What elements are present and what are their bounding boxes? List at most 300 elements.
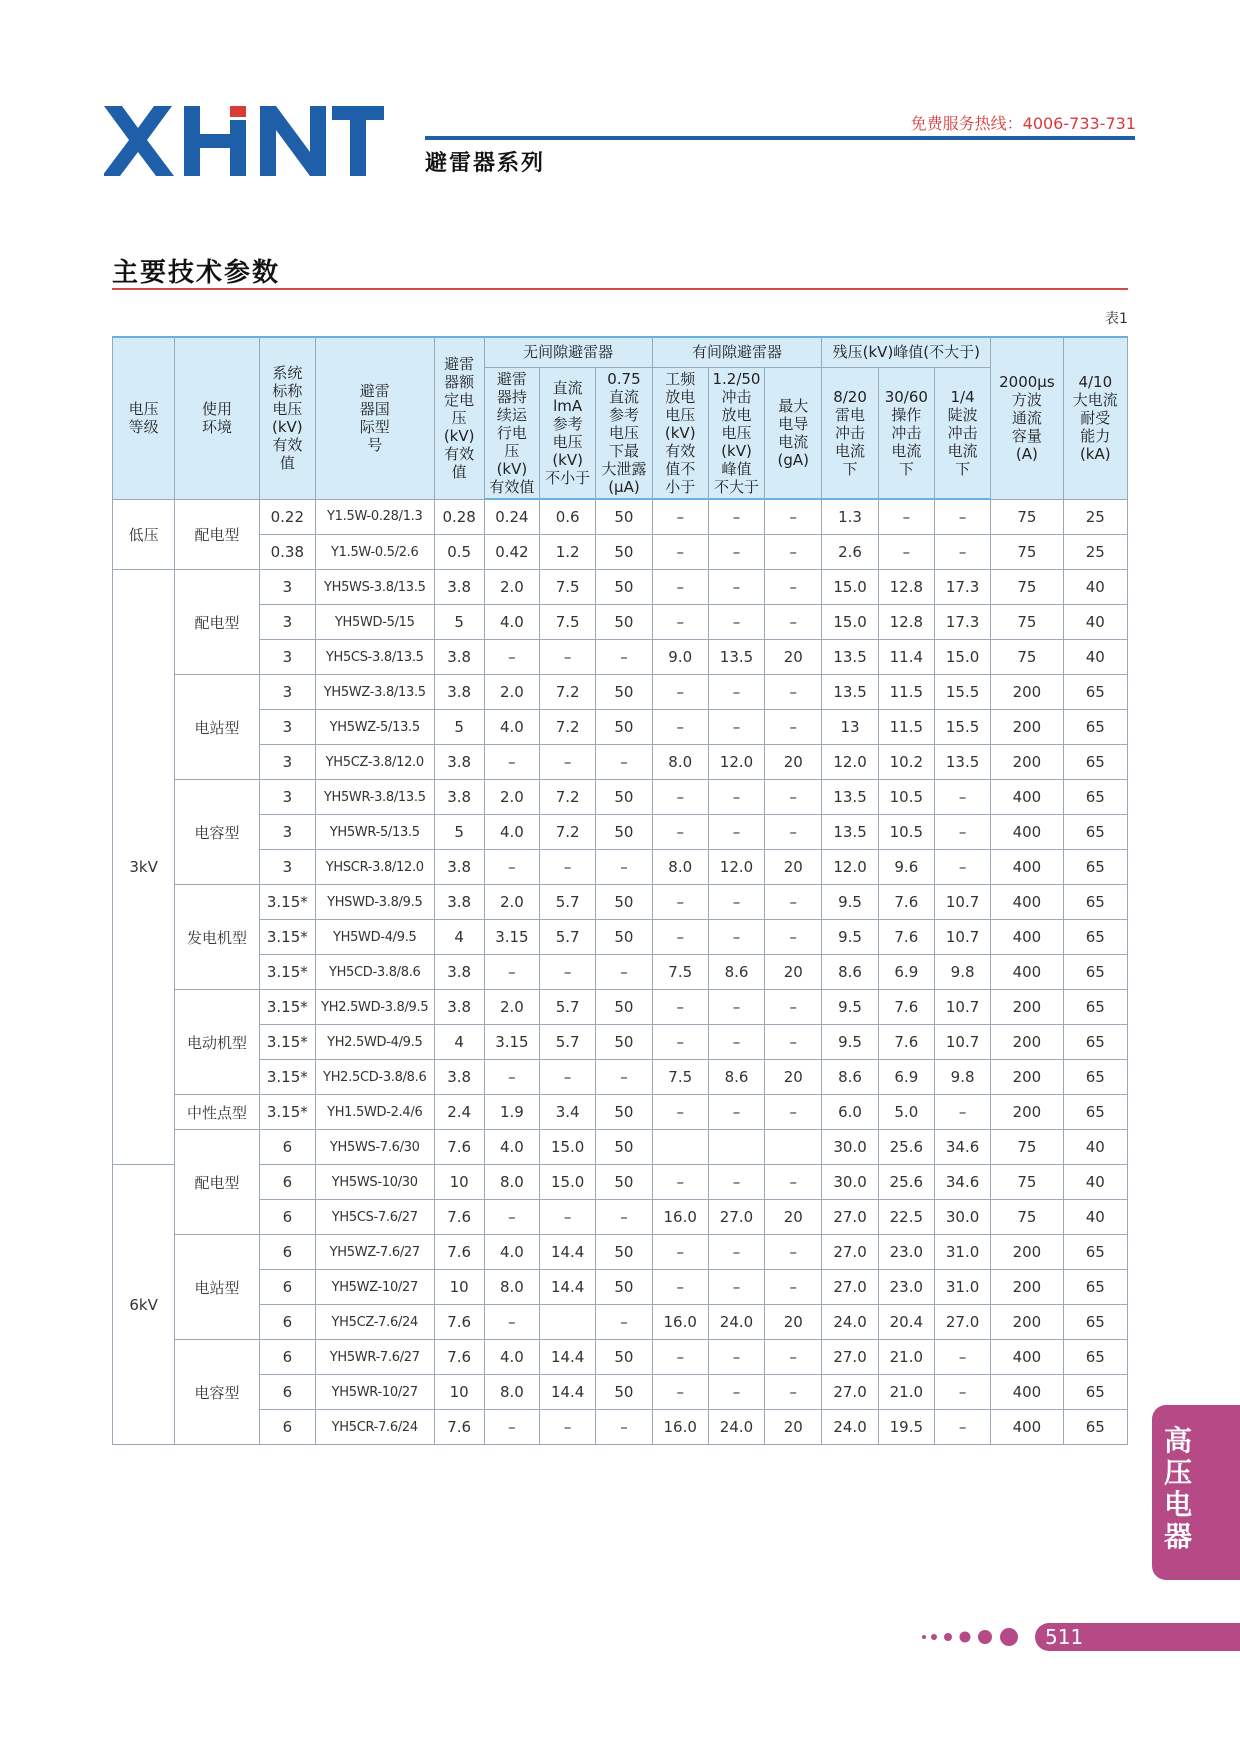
table-cell: – — [652, 780, 708, 815]
model-cell: YH5CD-3.8/8.6 — [315, 955, 434, 990]
table-cell: 16.0 — [652, 1200, 708, 1235]
table-cell: 10.2 — [878, 745, 934, 780]
table-cell: 6 — [259, 1340, 315, 1375]
table-cell: 14.4 — [540, 1340, 596, 1375]
table-cell: 6.0 — [822, 1095, 878, 1130]
table-cell: 400 — [991, 920, 1063, 955]
table-cell: – — [765, 1340, 822, 1375]
table-cell: 4 — [434, 1025, 484, 1060]
table-cell: – — [540, 1060, 596, 1095]
table-cell: – — [652, 710, 708, 745]
table-cell: 3.15* — [259, 1025, 315, 1060]
table-cell: 65 — [1063, 1270, 1127, 1305]
table-cell — [540, 1305, 596, 1340]
table-cell: – — [484, 1410, 539, 1445]
table-cell: – — [708, 920, 764, 955]
table-cell: – — [708, 675, 764, 710]
table-cell: 0.28 — [434, 499, 484, 535]
table-row — [113, 850, 1128, 885]
table-cell: 13.5 — [822, 640, 878, 675]
table-cell: – — [708, 499, 764, 535]
table-cell: 20 — [765, 1305, 822, 1340]
table-cell: 14.4 — [540, 1270, 596, 1305]
table-cell: 4.0 — [484, 605, 539, 640]
model-cell: YH5WZ-7.6/27 — [315, 1235, 434, 1270]
table-cell: 21.0 — [878, 1340, 934, 1375]
table-cell: 5.7 — [540, 1025, 596, 1060]
table-cell: 6 — [259, 1200, 315, 1235]
model-cell: YH5WR-3.8/13.5 — [315, 780, 434, 815]
table-row — [113, 1305, 1128, 1340]
table-cell: 75 — [991, 640, 1063, 675]
table-cell: – — [484, 1060, 539, 1095]
table-cell: 6 — [259, 1130, 315, 1165]
table-cell: – — [708, 815, 764, 850]
column-header: 系统 标称 电压 (kV) 有效 值 — [259, 337, 315, 499]
table-cell: 3 — [259, 745, 315, 780]
voltage-level-cell: 低压 — [113, 499, 175, 570]
table-cell: 14.4 — [540, 1235, 596, 1270]
table-cell: 50 — [596, 885, 652, 920]
table-cell: 12.0 — [822, 745, 878, 780]
table-cell: 15.0 — [540, 1130, 596, 1165]
table-cell: 23.0 — [878, 1235, 934, 1270]
table-cell: 3 — [259, 640, 315, 675]
table-cell: – — [484, 955, 539, 990]
table-row — [113, 780, 1128, 815]
table-cell: 8.0 — [652, 745, 708, 780]
table-cell: – — [765, 920, 822, 955]
table-cell: 15.5 — [934, 710, 990, 745]
environment-cell: 电容型 — [175, 1340, 259, 1445]
table-cell: 8.6 — [822, 1060, 878, 1095]
column-header: 直流 lmA 参考 电压 (kV) 不小于 — [540, 367, 596, 499]
table-cell: 65 — [1063, 885, 1127, 920]
table-cell: – — [708, 1025, 764, 1060]
table-cell: 0.42 — [484, 535, 539, 570]
table-cell: – — [652, 499, 708, 535]
table-cell: 9.8 — [934, 1060, 990, 1095]
table-cell: – — [765, 499, 822, 535]
table-cell: 1.9 — [484, 1095, 539, 1130]
table-cell: 10.5 — [878, 815, 934, 850]
table-cell: 7.6 — [434, 1235, 484, 1270]
table-cell: 6.9 — [878, 1060, 934, 1095]
table-cell: 65 — [1063, 955, 1127, 990]
table-cell: 9.6 — [878, 850, 934, 885]
table-cell: 31.0 — [934, 1235, 990, 1270]
table-cell: 9.5 — [822, 990, 878, 1025]
table-cell: – — [652, 1270, 708, 1305]
table-cell: 50 — [596, 1025, 652, 1060]
table-cell: 20 — [765, 1060, 822, 1095]
section-title: 主要技术参数 — [112, 258, 281, 288]
table-cell: 27.0 — [822, 1200, 878, 1235]
table-cell: 5 — [434, 710, 484, 745]
table-cell: 50 — [596, 1340, 652, 1375]
table-cell: 200 — [991, 1025, 1063, 1060]
table-cell: 2.0 — [484, 675, 539, 710]
table-cell: – — [596, 640, 652, 675]
table-cell: 75 — [991, 499, 1063, 535]
table-row — [113, 955, 1128, 990]
table-cell: 65 — [1063, 780, 1127, 815]
table-cell: 400 — [991, 955, 1063, 990]
table-cell: 50 — [596, 1270, 652, 1305]
table-cell: – — [765, 570, 822, 605]
table-cell: – — [708, 1095, 764, 1130]
table-cell: – — [484, 745, 539, 780]
table-cell: – — [765, 990, 822, 1025]
table-cell: 7.2 — [540, 675, 596, 710]
table-cell: – — [652, 815, 708, 850]
model-cell: YH5WD-4/9.5 — [315, 920, 434, 955]
table-cell: 3.15* — [259, 920, 315, 955]
table-cell: – — [652, 675, 708, 710]
column-header: 最大 电导 电流 (gA) — [765, 367, 822, 499]
table-cell: 16.0 — [652, 1305, 708, 1340]
table-cell: 12.8 — [878, 605, 934, 640]
table-cell: 200 — [991, 1235, 1063, 1270]
table-cell: 7.5 — [540, 570, 596, 605]
column-header: 避雷 器国 际型 号 — [315, 337, 434, 499]
model-cell: YH5WZ-10/27 — [315, 1270, 434, 1305]
model-cell: YH2.5CD-3.8/8.6 — [315, 1060, 434, 1095]
table-cell: – — [596, 850, 652, 885]
table-cell: 3.8 — [434, 570, 484, 605]
table-cell: 9.5 — [822, 920, 878, 955]
table-cell: 7.6 — [434, 1130, 484, 1165]
model-cell: YH5CR-7.6/24 — [315, 1410, 434, 1445]
table-row — [113, 815, 1128, 850]
table-row — [113, 1375, 1128, 1410]
table-cell: 7.6 — [878, 1025, 934, 1060]
table-row — [113, 570, 1128, 605]
table-row — [113, 605, 1128, 640]
table-cell: 4.0 — [484, 1340, 539, 1375]
table-cell: 7.5 — [652, 955, 708, 990]
table-cell: 8.0 — [484, 1270, 539, 1305]
group-header-gapped: 有间隙避雷器 — [652, 337, 822, 367]
table-cell: 200 — [991, 1095, 1063, 1130]
column-header: 1.2/50 冲击 放电 电压 (kV) 峰值 不大于 — [708, 367, 764, 499]
table-cell: – — [708, 885, 764, 920]
table-cell: 75 — [991, 570, 1063, 605]
table-cell: – — [540, 955, 596, 990]
table-cell: 20 — [765, 1200, 822, 1235]
table-header — [113, 337, 1128, 499]
table-cell: 4.0 — [484, 1235, 539, 1270]
table-cell: 5 — [434, 605, 484, 640]
table-row — [113, 1235, 1128, 1270]
table-cell: 40 — [1063, 605, 1127, 640]
table-row — [113, 1165, 1128, 1200]
table-cell: – — [708, 605, 764, 640]
environment-cell: 发电机型 — [175, 885, 259, 990]
model-cell: YH5WR-7.6/27 — [315, 1340, 434, 1375]
column-header: 2000μs 方波 通流 容量 (A) — [991, 337, 1063, 499]
table-cell: 8.6 — [822, 955, 878, 990]
table-cell: 40 — [1063, 640, 1127, 675]
table-cell: – — [596, 1410, 652, 1445]
table-cell: 25.6 — [878, 1165, 934, 1200]
table-cell: 7.2 — [540, 815, 596, 850]
table-cell: 3.8 — [434, 640, 484, 675]
table-cell: 3.15* — [259, 1095, 315, 1130]
table-cell: 2.6 — [822, 535, 878, 570]
table-cell: 5 — [434, 815, 484, 850]
table-cell: 200 — [991, 675, 1063, 710]
table-cell: – — [934, 535, 990, 570]
table-cell: 75 — [991, 1130, 1063, 1165]
table-cell: 10.5 — [878, 780, 934, 815]
table-cell: – — [540, 640, 596, 675]
table-cell: 40 — [1063, 1200, 1127, 1235]
column-header: 0.75 直流 参考 电压 下最 大泄露 (μA) — [596, 367, 652, 499]
page-dots-decoration — [920, 1625, 1030, 1649]
table-cell: 7.6 — [434, 1410, 484, 1445]
environment-cell: 电站型 — [175, 1235, 259, 1340]
group-header-gapless: 无间隙避雷器 — [484, 337, 652, 367]
table-cell: 200 — [991, 1305, 1063, 1340]
table-cell: 50 — [596, 710, 652, 745]
table-cell: 65 — [1063, 1235, 1127, 1270]
table-cell: – — [652, 570, 708, 605]
table-cell: 3.15* — [259, 1060, 315, 1095]
table-cell: – — [652, 1340, 708, 1375]
table-cell: 50 — [596, 675, 652, 710]
table-cell: 7.5 — [540, 605, 596, 640]
table-cell: 400 — [991, 850, 1063, 885]
table-cell: 20 — [765, 1410, 822, 1445]
model-cell: YH5WR-10/27 — [315, 1375, 434, 1410]
model-cell: YH5CZ-7.6/24 — [315, 1305, 434, 1340]
model-cell: YH5WZ-5/13.5 — [315, 710, 434, 745]
table-cell: – — [934, 815, 990, 850]
table-cell: 0.24 — [484, 499, 539, 535]
table-cell: 75 — [991, 1200, 1063, 1235]
table-cell: 15.0 — [934, 640, 990, 675]
table-cell: 40 — [1063, 1130, 1127, 1165]
column-header: 1/4 陡波 冲击 电流 下 — [934, 367, 990, 499]
table-cell: 2.0 — [484, 570, 539, 605]
table-cell: 1.3 — [822, 499, 878, 535]
table-cell: 4.0 — [484, 710, 539, 745]
table-cell: 4 — [434, 920, 484, 955]
table-cell: – — [484, 1305, 539, 1340]
model-cell: YH2.5WD-3.8/9.5 — [315, 990, 434, 1025]
table-cell: – — [708, 1375, 764, 1410]
table-cell: 50 — [596, 499, 652, 535]
table-cell: 27.0 — [822, 1235, 878, 1270]
table-cell: 13 — [822, 710, 878, 745]
column-header: 使用 环境 — [175, 337, 259, 499]
table-cell: – — [934, 1340, 990, 1375]
table-cell: 3.4 — [540, 1095, 596, 1130]
table-cell: 50 — [596, 1375, 652, 1410]
table-cell: – — [708, 535, 764, 570]
table-cell: 3.8 — [434, 850, 484, 885]
table-cell: 24.0 — [708, 1410, 764, 1445]
table-row — [113, 675, 1128, 710]
table-cell: 24.0 — [822, 1410, 878, 1445]
table-cell: 65 — [1063, 1025, 1127, 1060]
table-cell: 17.3 — [934, 605, 990, 640]
table-cell: – — [878, 499, 934, 535]
table-cell: 400 — [991, 1340, 1063, 1375]
table-cell: 7.6 — [878, 920, 934, 955]
table-cell: 3.8 — [434, 780, 484, 815]
table-cell: 10.7 — [934, 1025, 990, 1060]
table-cell: 65 — [1063, 1340, 1127, 1375]
table-cell: 65 — [1063, 675, 1127, 710]
table-cell: 3.15* — [259, 990, 315, 1025]
table-cell: 40 — [1063, 570, 1127, 605]
table-cell — [708, 1130, 764, 1165]
column-header: 8/20 雷电 冲击 电流 下 — [822, 367, 878, 499]
table-cell: 20 — [765, 640, 822, 675]
table-cell: – — [878, 535, 934, 570]
column-header: 避雷 器额 定电 压 (kV) 有效 值 — [434, 337, 484, 499]
spec-table — [112, 336, 1128, 1445]
table-cell: 13.5 — [934, 745, 990, 780]
table-cell: 3.8 — [434, 885, 484, 920]
environment-cell: 电站型 — [175, 675, 259, 780]
table-cell: – — [540, 745, 596, 780]
table-cell: 3 — [259, 780, 315, 815]
table-cell: 8.6 — [708, 1060, 764, 1095]
table-cell: 9.5 — [822, 885, 878, 920]
table-cell: 7.2 — [540, 780, 596, 815]
table-row — [113, 1340, 1128, 1375]
table-cell: – — [596, 1200, 652, 1235]
table-cell: 5.7 — [540, 990, 596, 1025]
table-cell: 200 — [991, 710, 1063, 745]
table-cell: – — [708, 1165, 764, 1200]
table-cell: 400 — [991, 1410, 1063, 1445]
header-rule — [425, 136, 1135, 140]
table-row — [113, 920, 1128, 955]
table-cell: – — [596, 745, 652, 780]
table-cell: – — [708, 1340, 764, 1375]
table-cell: 0.38 — [259, 535, 315, 570]
table-body — [113, 499, 1128, 1445]
table-cell: 27.0 — [708, 1200, 764, 1235]
table-cell: 13.5 — [822, 780, 878, 815]
model-cell: YH5WR-5/13.5 — [315, 815, 434, 850]
table-cell: – — [765, 885, 822, 920]
table-cell: – — [652, 920, 708, 955]
table-cell: 3.8 — [434, 955, 484, 990]
table-cell: 30.0 — [822, 1165, 878, 1200]
table-cell: 6 — [259, 1375, 315, 1410]
table-cell: 3.15 — [484, 1025, 539, 1060]
table-cell: 12.0 — [822, 850, 878, 885]
table-cell: 3.8 — [434, 990, 484, 1025]
table-cell: – — [765, 535, 822, 570]
table-row — [113, 990, 1128, 1025]
table-cell: 3.8 — [434, 1060, 484, 1095]
table-cell: 11.5 — [878, 675, 934, 710]
table-cell: 6 — [259, 1270, 315, 1305]
table-cell: 6.9 — [878, 955, 934, 990]
model-cell: YH5CS-7.6/27 — [315, 1200, 434, 1235]
table-cell: 50 — [596, 605, 652, 640]
table-cell: – — [765, 1025, 822, 1060]
table-cell: 200 — [991, 745, 1063, 780]
environment-cell: 电容型 — [175, 780, 259, 885]
table-cell: 3.8 — [434, 745, 484, 780]
table-cell: 34.6 — [934, 1165, 990, 1200]
table-cell: – — [708, 780, 764, 815]
table-cell: 7.6 — [434, 1305, 484, 1340]
table-cell: 4.0 — [484, 815, 539, 850]
table-cell: 2.4 — [434, 1095, 484, 1130]
table-cell: 50 — [596, 920, 652, 955]
model-cell: YH5CS-3.8/13.5 — [315, 640, 434, 675]
table-cell: – — [708, 1235, 764, 1270]
table-row — [113, 1410, 1128, 1445]
table-cell: – — [765, 1375, 822, 1410]
table-cell: – — [765, 675, 822, 710]
table-cell: 24.0 — [708, 1305, 764, 1340]
table-cell: 40 — [1063, 1165, 1127, 1200]
table-cell: – — [765, 1235, 822, 1270]
table-cell: – — [934, 850, 990, 885]
table-cell: 34.6 — [934, 1130, 990, 1165]
table-row — [113, 1270, 1128, 1305]
table-cell: 400 — [991, 780, 1063, 815]
table-cell: – — [596, 1060, 652, 1095]
table-cell: 5.7 — [540, 920, 596, 955]
table-cell: 15.0 — [822, 570, 878, 605]
model-cell: YHSCR-3.8/12.0 — [315, 850, 434, 885]
table-cell: 3 — [259, 605, 315, 640]
table-cell: 13.5 — [822, 815, 878, 850]
table-cell: – — [484, 640, 539, 675]
series-title: 避雷器系列 — [425, 151, 546, 176]
table-label: 表1 — [1105, 311, 1128, 327]
table-cell: 400 — [991, 815, 1063, 850]
table-cell: – — [652, 535, 708, 570]
table-row — [113, 1095, 1128, 1130]
table-cell: 50 — [596, 815, 652, 850]
table-cell: – — [596, 955, 652, 990]
model-cell: YH5WD-5/15 — [315, 605, 434, 640]
table-cell: 24.0 — [822, 1305, 878, 1340]
table-cell: 50 — [596, 1130, 652, 1165]
table-row — [113, 640, 1128, 675]
table-cell: – — [708, 710, 764, 745]
table-cell: 75 — [991, 535, 1063, 570]
table-row — [113, 885, 1128, 920]
table-cell: 7.6 — [434, 1200, 484, 1235]
model-cell: Y1.5W-0.5/2.6 — [315, 535, 434, 570]
table-cell: – — [934, 1095, 990, 1130]
model-cell: YH1.5WD-2.4/6 — [315, 1095, 434, 1130]
voltage-level-cell: 3kV — [113, 570, 175, 1165]
table-cell — [652, 1130, 708, 1165]
table-cell: 7.6 — [878, 885, 934, 920]
table-cell: – — [765, 1270, 822, 1305]
table-cell: 27.0 — [822, 1375, 878, 1410]
table-cell: 13.5 — [708, 640, 764, 675]
table-cell: 19.5 — [878, 1410, 934, 1445]
table-cell: 16.0 — [652, 1410, 708, 1445]
table-cell: – — [765, 815, 822, 850]
table-cell: 30.0 — [822, 1130, 878, 1165]
table-cell: – — [708, 570, 764, 605]
